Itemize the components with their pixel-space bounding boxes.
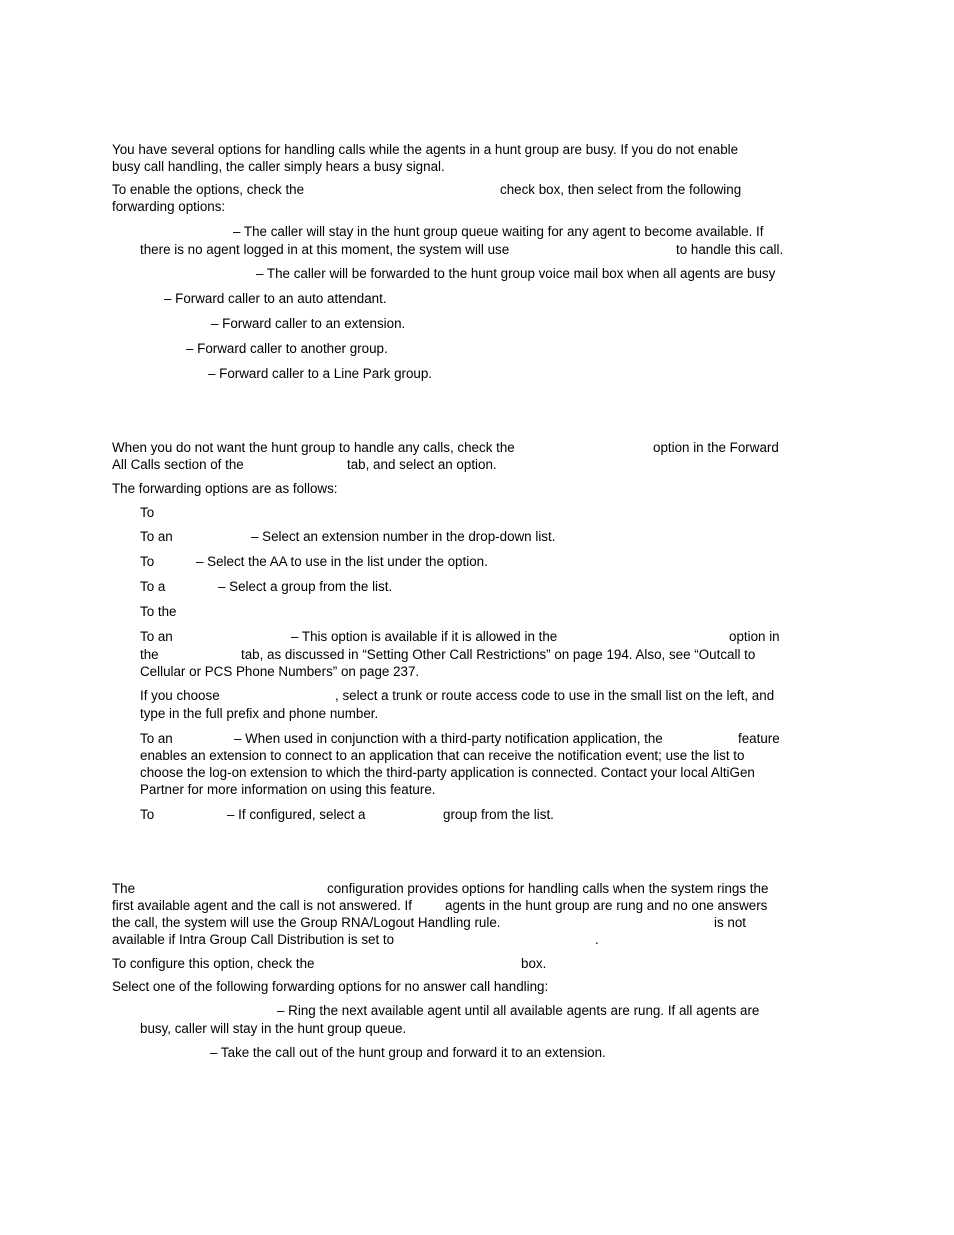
- fwd-intro-b: option in the Forward: [653, 440, 779, 455]
- fwd-option-app-a: To an: [140, 731, 173, 746]
- fwd-options-heading: The forwarding options are as follows:: [112, 481, 338, 496]
- busy-option-group: – Forward caller to another group.: [186, 341, 388, 356]
- busy-enable-text-b: check box, then select from the following: [500, 182, 742, 197]
- fwd-option-app-e: choose the log-on extension to which the third-party application is connected. Contact your local AltiGen: [140, 765, 755, 780]
- fwd-choose-c: type in the full prefix and phone number.: [140, 706, 379, 721]
- na-intro-b: configuration provides options for handling calls when the system rings the: [327, 881, 769, 896]
- fwd-option-group-b: – Select a group from the list.: [218, 579, 393, 594]
- fwd-option-group-a: To a: [140, 579, 166, 594]
- fwd-option-extension-a: To an: [140, 529, 173, 544]
- fwd-option-9a: To: [140, 807, 155, 822]
- fwd-option-outcall-d: the: [140, 647, 159, 662]
- busy-enable-text-a: To enable the options, check the: [112, 182, 305, 197]
- fwd-option-5: To the: [140, 604, 177, 619]
- fwd-option-app-d: enables an extension to connect to an application that can receive the notification event; use the list to: [140, 748, 745, 763]
- fwd-option-outcall-e: tab, as discussed in “Setting Other Call Restrictions” on page 194. Also, see “Outcall to: [241, 647, 756, 662]
- na-intro-c: first available agent and the call is not answered. If: [112, 898, 412, 913]
- fwd-option-app-c: feature: [738, 731, 780, 746]
- na-intro-a: The: [112, 881, 136, 896]
- fwd-option-outcall-f: Cellular or PCS Phone Numbers” on page 237.: [140, 664, 420, 679]
- fwd-option-app-b: – When used in conjunction with a third-party notification application, the: [234, 731, 663, 746]
- busy-intro-line-1: You have several options for handling calls while the agents in a hunt group are busy. If you do not enable: [112, 142, 739, 157]
- busy-option-aa: – Forward caller to an auto attendant.: [164, 291, 387, 306]
- fwd-choose-b: , select a trunk or route access code to use in the small list on the left, and: [335, 688, 775, 703]
- na-configure-a: To configure this option, check the: [112, 956, 315, 971]
- fwd-choose-a: If you choose: [140, 688, 220, 703]
- busy-option-queue-line-2b: to handle this call.: [676, 242, 784, 257]
- fwd-option-9c: group from the list.: [443, 807, 554, 822]
- busy-option-extension: – Forward caller to an extension.: [211, 316, 406, 331]
- na-intro-e: the call, the system will use the Group RNA/Logout Handling rule.: [112, 915, 501, 930]
- na-intro-d: agents in the hunt group are rung and no one answers: [445, 898, 768, 913]
- fwd-intro-a: When you do not want the hunt group to handle any calls, check the: [112, 440, 515, 455]
- na-select-heading: Select one of the following forwarding options for no answer call handling:: [112, 979, 549, 994]
- na-intro-f: is not: [714, 915, 747, 930]
- busy-intro-line-2: busy call handling, the caller simply hears a busy signal.: [112, 159, 445, 174]
- na-configure-b: box.: [521, 956, 547, 971]
- fwd-intro-d: tab, and select an option.: [347, 457, 497, 472]
- fwd-option-aa-b: – Select the AA to use in the list under the option.: [196, 554, 488, 569]
- busy-enable-text-c: forwarding options:: [112, 199, 226, 214]
- fwd-option-1: To: [140, 505, 155, 520]
- na-intro-g: available if Intra Group Call Distribution is set to: [112, 932, 395, 947]
- na-option-extension: – Take the call out of the hunt group and forward it to an extension.: [210, 1045, 606, 1060]
- na-option-next-b: busy, caller will stay in the hunt group queue.: [140, 1021, 407, 1036]
- na-intro-h: .: [595, 932, 599, 947]
- fwd-option-aa-a: To: [140, 554, 155, 569]
- fwd-option-app-f: Partner for more information on using this feature.: [140, 782, 436, 797]
- busy-option-queue-line-2a: there is no agent logged in at this moment, the system will use: [140, 242, 510, 257]
- fwd-intro-c: All Calls section of the: [112, 457, 244, 472]
- fwd-option-9b: – If configured, select a: [227, 807, 366, 822]
- busy-option-voicemail: – The caller will be forwarded to the hunt group voice mail box when all agents are busy: [256, 266, 776, 281]
- fwd-option-outcall-c: option in: [729, 629, 780, 644]
- fwd-option-outcall-b: – This option is available if it is allowed in the: [291, 629, 558, 644]
- busy-option-queue-line-1: – The caller will stay in the hunt group queue waiting for any agent to become available. If: [233, 224, 764, 239]
- fwd-option-outcall-a: To an: [140, 629, 173, 644]
- busy-option-linepark: – Forward caller to a Line Park group.: [208, 366, 433, 381]
- fwd-option-extension-b: – Select an extension number in the drop-down list.: [251, 529, 556, 544]
- na-option-next-a: – Ring the next available agent until all available agents are rung. If all agents are: [277, 1003, 760, 1018]
